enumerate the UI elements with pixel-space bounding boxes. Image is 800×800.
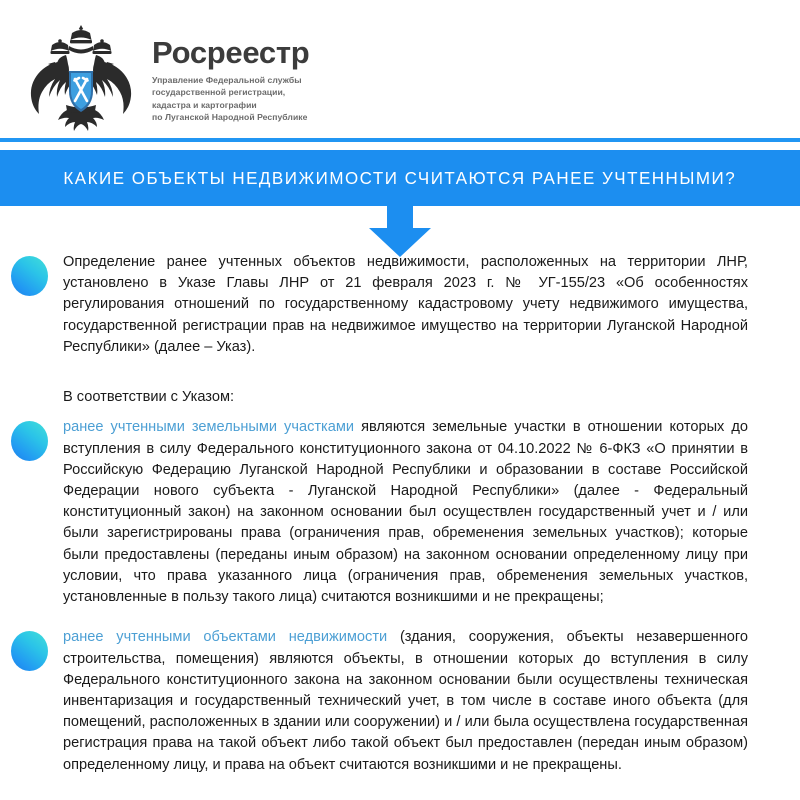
arrow-down-container bbox=[0, 206, 800, 258]
item-2-body: (здания, сооружения, объекты незавершенного строительства, помещения) являются объекты, в отношении которых до вступления в силу Федерального конституционного закона на законном основании были осуществлены техническая инвентаризация и государственный технический учет, в том числе в составе иного объекта (для помещений, расположенных в здании или сооружении) и / или была осуществлена государственная регистрация права на такой объект либо такой объект был предоставлен (передан иным образом) определенному лицу, и права на объект считаются возникшими и не прекращены. bbox=[63, 629, 748, 773]
item-2-paragraph bbox=[63, 627, 748, 776]
arrow-down-icon bbox=[365, 206, 435, 258]
document-content bbox=[0, 252, 800, 778]
intro-paragraph: Определение ранее учтенных объектов недвижимости, расположенных на территории ЛНР, установлено в Указе Главы ЛНР от 21 февраля 2023 г. № УГ-155/23 «Об особенностях регулирования отношений по государственному кадастровому учету недвижимого имущества, государственной регистрации прав на недвижимое имущество на территории Луганской Народной Республики» (далее – Указ). bbox=[63, 254, 748, 355]
brand-subtitle-line-1: Управление Федеральной службы bbox=[152, 75, 302, 86]
item-1-paragraph bbox=[63, 417, 748, 608]
brand-subtitle-line-3: кадастра и картографии bbox=[152, 99, 257, 110]
brand-subtitle-line-2: государственной регистрации, bbox=[152, 87, 286, 98]
gradient-circle-bullet-icon bbox=[11, 421, 48, 461]
intro-block bbox=[0, 252, 776, 358]
brand-subtitle bbox=[152, 74, 309, 123]
gradient-circle-bullet-icon bbox=[11, 256, 48, 296]
brand-name: Росреестр bbox=[152, 35, 310, 71]
russian-double-headed-eagle-rosreestr-emblem bbox=[22, 21, 140, 133]
spacer bbox=[0, 610, 776, 627]
section-banner bbox=[0, 150, 800, 206]
brand-subtitle-line-4: по Луганской Народной Республике bbox=[152, 111, 308, 122]
list-item bbox=[0, 627, 776, 776]
spacer bbox=[0, 360, 776, 374]
logo-text-block bbox=[152, 31, 309, 123]
document-header bbox=[0, 0, 800, 136]
banner-title: КАКИЕ ОБЪЕКТЫ НЕДВИЖИМОСТИ СЧИТАЮТСЯ РАНЕЕ УЧТЕННЫМИ? bbox=[63, 167, 737, 188]
gradient-circle-bullet-icon bbox=[11, 631, 48, 671]
item-1-highlight: ранее учтенными земельными участками bbox=[63, 419, 355, 436]
item-2-highlight: ранее учтенными объектами недвижимости bbox=[63, 629, 388, 646]
list-item bbox=[0, 417, 776, 608]
lead-in-text: В соответствии с Указом: bbox=[63, 389, 235, 406]
header-divider-rule bbox=[0, 138, 800, 142]
item-1-body: являются земельные участки в отношении которых до вступления в силу Федерального конституционного закона от 04.10.2022 № 6-ФКЗ «О принятии в Российскую Федерацию Луганской Народной Республики и образовании в составе Российской Федерации нового субъекта - Луганской Народной Республики» (далее - Федеральный конституционный закон) на законном основании был осуществлен государственный учет и / или были зарегистрированы права (ограничения прав, обременения земельных участков); которые были предоставлены (переданы иным образом) на законном основании определенному лицу при условии, что права указанного лица (ограничения прав, обременения земельных участков, установленные в пользу такого лица) считаются возникшими и не прекращены; bbox=[63, 419, 749, 606]
